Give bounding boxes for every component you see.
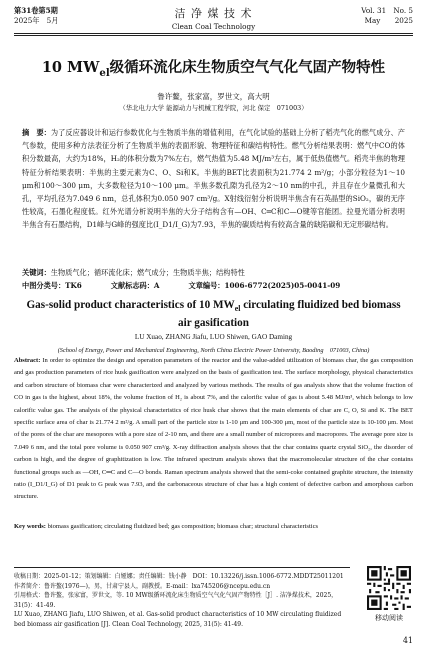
classification-line: [22, 280, 405, 291]
footer-notes: [14, 572, 350, 629]
abstract-en: [14, 355, 413, 504]
affiliation-cn: （华北电力大学 能源动力与机械工程学院，河北 保定 071003）: [119, 104, 308, 112]
keywords-cn: [22, 267, 405, 278]
keywords-en: [14, 522, 413, 532]
qr-label: 移动阅读: [375, 614, 403, 622]
keywords-cn-label: 关键词：: [22, 268, 51, 277]
title-cn-sub: el: [99, 66, 110, 79]
journal-name-cn: 洁 净 煤 技 术: [174, 7, 253, 20]
doc-code-value: A: [153, 281, 160, 290]
citation-cn: 引用格式：鲁许鳌，张家富，罗世文，等. 10 MW级循环流化床生物质空气气化气固产物特性［J］. 洁净煤技术，2025，31(5)：41-49.: [14, 592, 338, 609]
article-no-value: 1006-6772(2025)05-0041-09: [224, 281, 341, 290]
journal-name-en: Clean Coal Technology: [171, 22, 256, 31]
date-en: May 2025: [364, 16, 413, 25]
page-number: 41: [402, 636, 413, 645]
header-rule: [14, 33, 413, 34]
keywords-en-text: biomass gasification; circulating fluidized bed; gas composition; biomass char; structural characteristics: [47, 523, 318, 530]
title-cn: [0, 56, 427, 79]
date-cn: 2025年 5月: [14, 16, 59, 25]
abstract-cn-label: 摘 要：: [22, 128, 51, 137]
header-volume: [361, 6, 413, 26]
abstract-cn-text: 为了反应器设计和运行参数优化与生物质半焦的增值利用，在气化试验的基础上分析了稻壳气化的燃气成分、产气参数，使用多种方法表征分析了生物质半焦的表面形貌、物理特征和碳结构特性。燃气分析结果表明：燃气中CO的体积分数最高，大约为18%，H₂的体积分数为7%左右，燃气热值为5.48 MJ/m³左右，属于低热值燃气。稻壳半焦的物理特征分析结果表明：半焦的主要元素为C、O、Si和K。半焦的BET比表面积为21.774 2 m²/g；小部分粒径为1～10 μm和100～300 μm，大多数粒径为10～100 μm。半焦多数孔隙为孔径为2～10 nm的中孔，并且存在少量微孔和大孔，平均孔径为7.049 6 nm，总孔体积为0.050 907 cm³/g。X射线衍射分析说明半焦含有石英晶型的SiO₂，碳的无序性较高，石墨化程度低。红外光谱分析说明半焦的大分子结构含有—OH、C═C和C—O键等官能团。拉曼光谱分析表明半焦含有石墨结构，D1峰与G峰的强度比(I_D1/I_G)为7.93，半焦的碳质结构有较高含量的缺陷碳和无定形碳结构。: [22, 128, 405, 230]
doc-code-label: 文献标志码：: [110, 281, 154, 290]
footer-rule: [14, 567, 350, 568]
vol-en: Vol. 31 No. 5: [361, 6, 413, 15]
qr-code-icon[interactable]: [367, 566, 411, 610]
keywords-cn-text: 生物质气化；循环流化床；燃气成分；生物质半焦；结构特性: [50, 268, 245, 277]
issue-cn: 第31卷第5期: [14, 6, 58, 15]
affiliation-en: (School of Energy, Power and Mechanical Engineering, North China Electric Power University, Baoding 071003, China): [57, 347, 370, 354]
clc-label: 中图分类号：: [22, 281, 66, 290]
clc-value: TK6: [65, 281, 82, 290]
authors-cn: 鲁许鳌，张家富，罗世文，高大明: [157, 92, 270, 101]
author-info: 作者简介：鲁许鳌(1976—)，男，甘肃宁县人，副教授。E-mail：lxa745206@ncepu.edu.cn: [14, 582, 271, 590]
title-en-rest: circulating fluidized bed biomass air gasification: [178, 299, 401, 330]
article-no-label: 文章编号：: [188, 281, 225, 290]
title-cn-main: 10 $MW_{el}$级循环流化床生物质空气气化气固产物特性: [41, 59, 386, 79]
title-en-main: Gas-solid product characteristics of 10 MW: [26, 299, 235, 311]
received-info: 收稿日期：2025-01-12；策划编辑：白娅娜；责任编辑：钱小静 DOI：10.13226/j.issn.1006-6772.MDDT25011201: [14, 573, 344, 580]
title-en: [24, 298, 403, 331]
citation-en: LU Xuao, ZHANG Jiafu, LUO Shiwen, et al. Gas-solid product characteristics of 10 MW circulating fluidized bed biomass air gasification [J]. Clean Coal Technology, 2025, 31(5): 41-49.: [14, 611, 342, 628]
abstract-cn: [22, 126, 405, 232]
keywords-en-label: Key words:: [14, 523, 46, 530]
header-rule-thin: [14, 35, 413, 36]
title-en-sub: el: [234, 304, 241, 314]
abstract-en-text: In order to optimize the design and operation parameters of the reactor and the value-added utilization of biomass char, the gas composition and gas production parameters of rice husk gasification were analyzed on the basis of gasification test. The surface morphology, physical characteristics and carbon structure of biomass char were characterized and analyzed by various methods. The results of gas analysis show that the volume fraction of CO in gas is the highest, about 18%, the volume fraction of H₂ is about 7%, and the calorific value of gas is about 5.48 MJ/m³, which belongs to low calorific value gas. The analysis of the physical characteristics of rice husk char shows that the main elements of char are C, O, Si and K. The BET specific surface area of char is 21.774 2 m²/g. A small part of the particle size is 1-10 μm and 100-300 μm, most of the particle size is 10-100 μm. Most of the pores of the char are mesopores with a pore size of 2-10 nm, and there are a small number of micropores and macropores. The average pore size is 7.049 6 nm, and the total pore volume is 0.050 907 cm³/g. X-ray diffraction analysis shows that the char contains quartz crystal SiO₂, the disorder of carbon is high, and the degree of graphitization is low. The infrared spectrum analysis shows that the macromolecular structure of the char contains functional groups such as —OH, C═C and C—O bonds. Raman spectrum analysis showed that the semi-coke contained graphite structure, the intensity ratio (I_D1/I_G) of D1 peak to G peak was 7.93, and the carbonaceous structure of char has a high content of defective carbon and amorphous carbon structure.: [14, 357, 413, 501]
authors-en: LU Xuao, ZHANG Jiafu, LUO Shiwen, GAO Daming: [134, 333, 293, 341]
abstract-en-label: Abstract:: [14, 357, 41, 364]
